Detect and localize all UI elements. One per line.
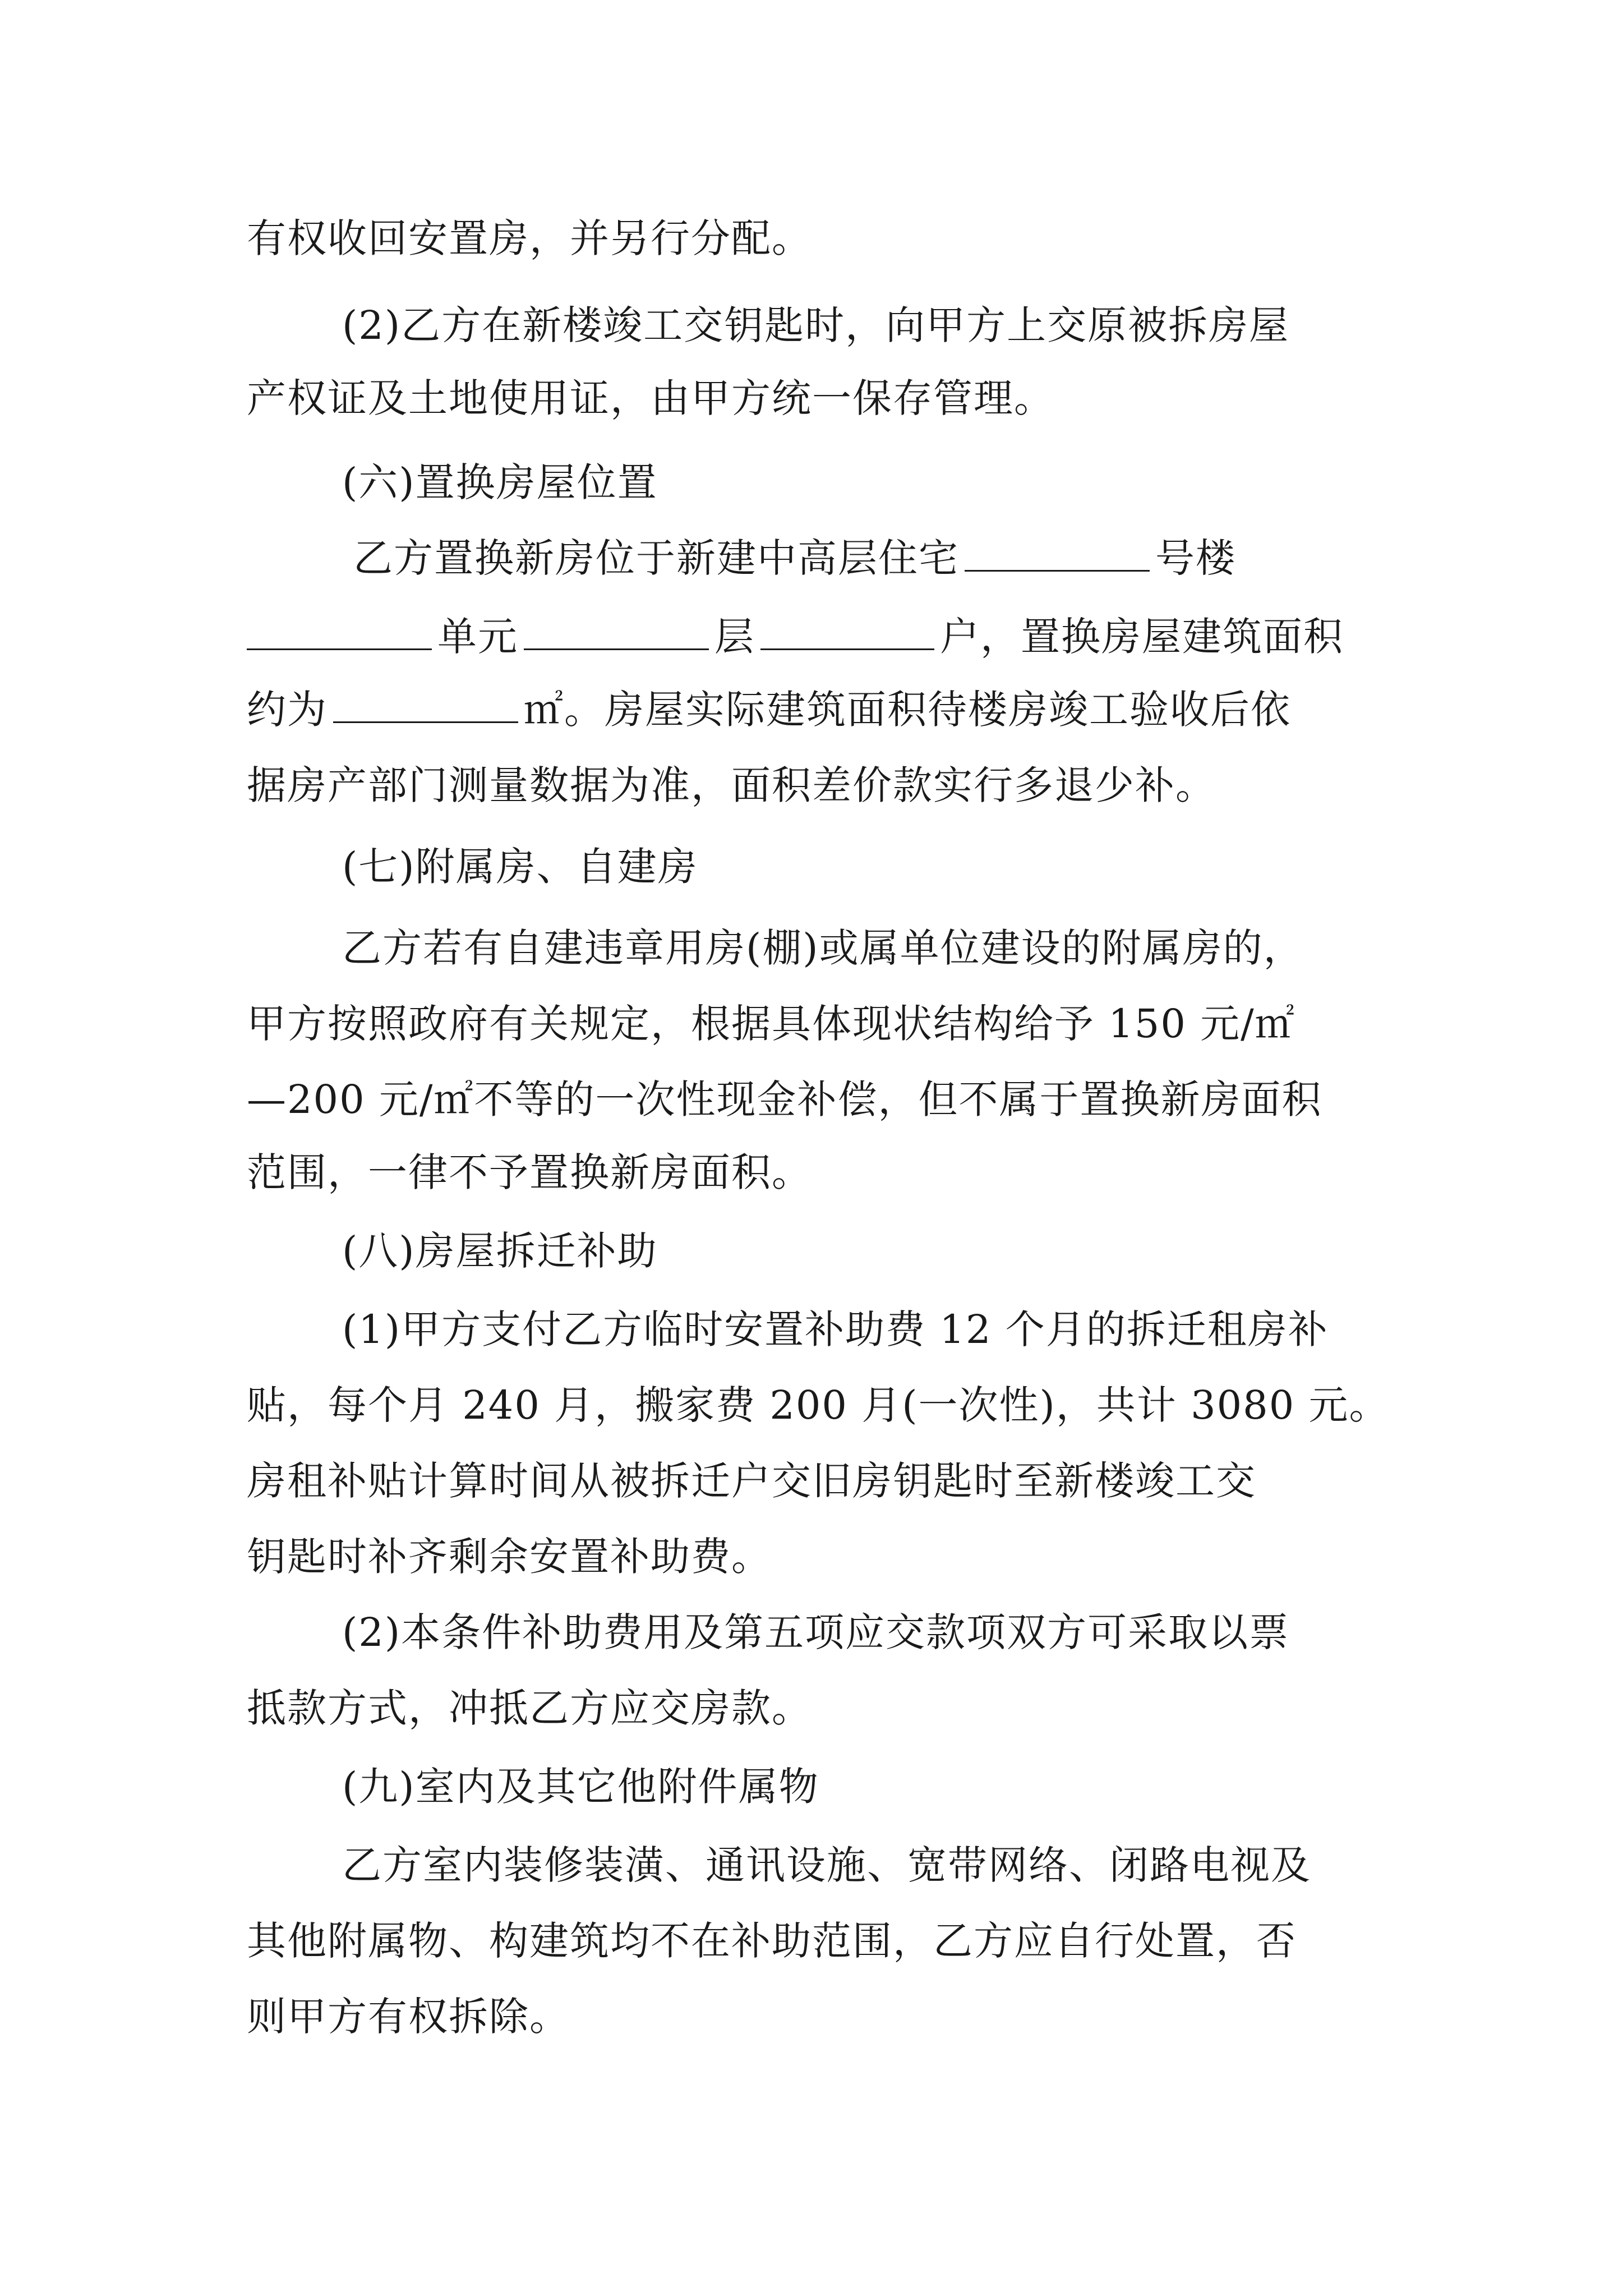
- text: 乙方室内装修装潢、通讯设施、宽带网络、闭路电视及: [342, 1842, 1311, 1888]
- text: 单元: [437, 614, 518, 660]
- text-line: [0, 746, 1623, 825]
- text: (九)室内及其它他附件属物: [342, 1764, 819, 1810]
- text: (2)本条件补助费用及第五项应交款项双方可采取以票: [342, 1609, 1290, 1655]
- text: 房租补贴计算时间从被拆迁户交旧房钥匙时至新楼竣工交: [247, 1458, 1256, 1504]
- text: 钥匙时补齐剩余安置补助费。: [247, 1534, 772, 1580]
- section-heading: [0, 1747, 1623, 1826]
- text: 抵款方式，冲抵乙方应交房款。: [247, 1685, 812, 1731]
- text: 贴，每个月 240 月，搬家费 200 月(一次性)，共计 3080 元。: [247, 1382, 1390, 1428]
- text: 范围，一律不予置换新房面积。: [247, 1149, 812, 1195]
- text-line: [0, 1060, 1623, 1139]
- text-line: [0, 199, 1623, 278]
- section-heading: [0, 1212, 1623, 1290]
- text-line: [0, 909, 1623, 987]
- text: 乙方若有自建违章用房(棚)或属单位建设的附属房的，: [342, 925, 1304, 971]
- text: 其他附属物、构建筑均不在补助范围，乙方应自行处置，否: [247, 1918, 1297, 1964]
- text: (六)置换房屋位置: [342, 459, 658, 505]
- text: (七)附属房、自建房: [342, 844, 698, 890]
- text-line: [0, 1442, 1623, 1520]
- text-line: [0, 1669, 1623, 1747]
- section-heading: [0, 443, 1623, 522]
- text: 有权收回安置房，并另行分配。: [247, 215, 812, 261]
- text: —200 元/㎡不等的一次性现金补偿，但不属于置换新房面积: [247, 1076, 1322, 1122]
- fill-in-blank[interactable]: [760, 615, 934, 650]
- text: 约为: [247, 687, 328, 733]
- text-line: [0, 1517, 1623, 1596]
- text: 号楼: [1155, 535, 1236, 581]
- text-line: [0, 1133, 1623, 1212]
- text-line: [0, 519, 1623, 597]
- text: (八)房屋拆迁补助: [342, 1228, 658, 1274]
- section-heading: [0, 827, 1623, 906]
- text: (2)乙方在新楼竣工交钥匙时，向甲方上交原被拆房屋: [342, 302, 1290, 348]
- text-line: [0, 597, 1623, 676]
- text: 层: [714, 614, 755, 660]
- text: 乙方置换新房位于新建中高层住宅: [353, 535, 959, 581]
- fill-in-blank[interactable]: [333, 688, 518, 723]
- text-line: [0, 1366, 1623, 1444]
- text-line: [0, 286, 1623, 365]
- text-line: [0, 359, 1623, 438]
- text-line: [0, 1593, 1623, 1672]
- text-line: [0, 1902, 1623, 1980]
- fill-in-blank[interactable]: [247, 615, 432, 650]
- text-line: [0, 1977, 1623, 2056]
- text-line: [0, 984, 1623, 1063]
- text: ㎡。房屋实际建筑面积待楼房竣工验收后依: [524, 687, 1291, 733]
- text: (1)甲方支付乙方临时安置补助费 12 个月的拆迁租房补: [342, 1306, 1329, 1352]
- text: 户，置换房屋建筑面积: [940, 614, 1344, 660]
- text-line: [0, 670, 1623, 749]
- fill-in-blank[interactable]: [965, 536, 1150, 572]
- text: 甲方按照政府有关规定，根据具体现状结构给予 150 元/㎡: [247, 1001, 1295, 1047]
- text-line: [0, 1290, 1623, 1369]
- text: 产权证及土地使用证，由甲方统一保存管理。: [247, 375, 1054, 421]
- text-line: [0, 1826, 1623, 1904]
- fill-in-blank[interactable]: [524, 615, 709, 650]
- text: 则甲方有权拆除。: [247, 1994, 570, 2040]
- text: 据房产部门测量数据为准，面积差价款实行多退少补。: [247, 762, 1216, 808]
